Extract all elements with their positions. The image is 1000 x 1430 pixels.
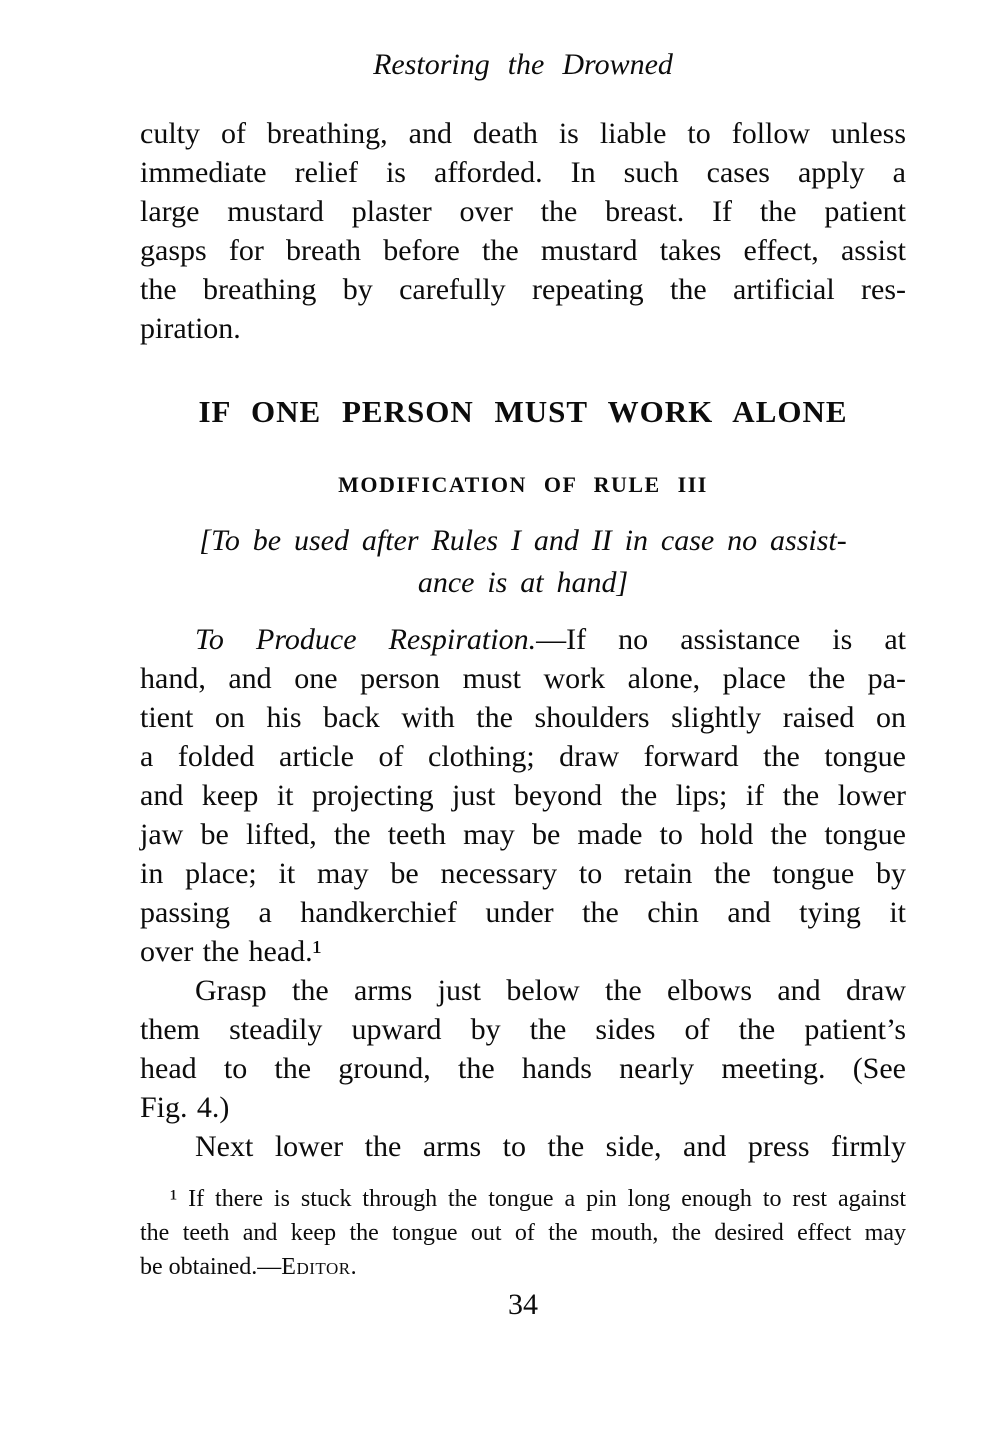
text-line: in place; it may be necessary to retain the tongue by [140, 857, 906, 890]
page-number: 34 [508, 1288, 538, 1321]
text-line: a folded article of clothing; draw forward the tongue [140, 740, 906, 773]
note-line: [To be used after Rules I and II in case no assist- [199, 524, 847, 557]
text-line: over the head.¹ [140, 935, 322, 968]
text-line: Next lower the arms to the side, and press firmly [195, 1130, 906, 1163]
text-line: head to the ground, the hands nearly meeting. (See [140, 1052, 906, 1085]
text-line: them steadily upward by the sides of the patient’s [140, 1013, 906, 1046]
running-head: Restoring the Drowned [373, 48, 673, 81]
text-line: and keep it projecting just beyond the lips; if the lower [140, 779, 906, 812]
text-line: piration. [140, 312, 241, 345]
sub-heading: MODIFICATION OF RULE III [338, 472, 708, 497]
text-line: hand, and one person must work alone, place the pa- [140, 662, 906, 695]
text-line: culty of breathing, and death is liable to follow unless [140, 117, 906, 150]
text-line: Grasp the arms just below the elbows and draw [195, 974, 906, 1007]
footnote-line [140, 1250, 906, 1284]
bracketed-note [140, 520, 906, 604]
footnote-line: the teeth and keep the tongue out of the mouth, the desired effect may [140, 1220, 906, 1246]
paragraph-continuation [140, 114, 906, 348]
text-line [140, 620, 906, 659]
text-line: immediate relief is afforded. In such cases apply a [140, 156, 906, 189]
text-line: jaw be lifted, the teeth may be made to hold the tongue [140, 818, 906, 851]
footnote-line: ¹ If there is stuck through the tongue a pin long enough to rest against [170, 1186, 906, 1212]
text-line: tient on his back with the shoulders slightly raised on [140, 701, 906, 734]
section-heading: IF ONE PERSON MUST WORK ALONE [198, 394, 848, 429]
footnote [140, 1182, 906, 1284]
text-line: large mustard plaster over the breast. If the patient [140, 195, 906, 228]
text-line: the breathing by carefully repeating the artificial res- [140, 273, 906, 306]
text-line: passing a handkerchief under the chin and tying it [140, 896, 906, 929]
footnote-text: be obtained.— [140, 1254, 282, 1280]
paragraph-grasp-arms [140, 971, 906, 1127]
text-line: Fig. 4.) [140, 1091, 230, 1124]
editor-smallcaps: Editor. [281, 1254, 358, 1280]
note-line: ance is at hand] [417, 566, 629, 599]
paragraph-produce-respiration [140, 620, 906, 971]
italic-lead: To Produce Respiration. [195, 623, 537, 656]
text-block [140, 0, 906, 1322]
lead-rest: —If no assistance is at [536, 623, 907, 656]
text-line: gasps for breath before the mustard takes effect, assist [140, 234, 906, 267]
paragraph-next-lower [140, 1127, 906, 1166]
